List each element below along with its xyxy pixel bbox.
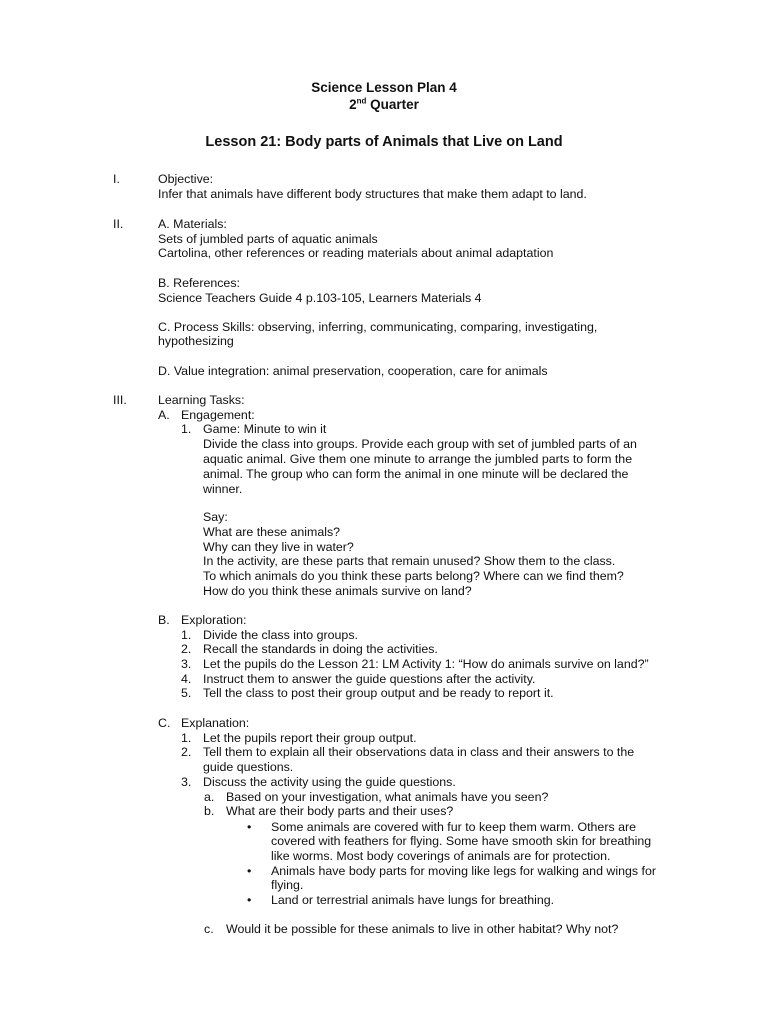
guide-question: What are their body parts and their uses? xyxy=(226,804,454,818)
guide-question-letter: a. xyxy=(204,790,215,804)
exploration-item-text: Tell the class to post their group output and be ready to report it. xyxy=(203,686,554,700)
say-question: Why can they live in water? xyxy=(203,540,354,554)
process-skills-line: C. Process Skills: observing, inferring, communicating, comparing, investigating, xyxy=(158,320,598,334)
bullet-text: like worms. Most body coverings of animals are for protection. xyxy=(271,849,611,863)
say-question: What are these animals? xyxy=(203,525,341,539)
engagement-label: Engagement: xyxy=(181,408,255,422)
materials-line: Sets of jumbled parts of aquatic animals xyxy=(158,232,378,246)
quarter-word: Quarter xyxy=(366,97,419,112)
section-number-3: III. xyxy=(113,393,127,407)
engagement-desc-line: winner. xyxy=(203,482,243,496)
guide-question-letter: c. xyxy=(204,922,214,936)
engagement-item-title: Game: Minute to win it xyxy=(203,422,327,436)
engagement-desc-line: animal. The group who can form the animal in one minute will be declared the xyxy=(203,467,629,481)
explanation-item-text: guide questions. xyxy=(203,760,294,774)
exploration-letter: B. xyxy=(158,613,170,627)
explanation-item-number: 2. xyxy=(181,745,192,759)
quarter-heading xyxy=(0,97,768,112)
exploration-item-text: Instruct them to answer the guide questions after the activity. xyxy=(203,672,536,686)
explanation-item-number: 1. xyxy=(181,731,192,745)
references-text: Science Teachers Guide 4 p.103-105, Learners Materials 4 xyxy=(158,291,482,305)
explanation-item-text: Let the pupils report their group output. xyxy=(203,731,417,745)
exploration-label: Exploration: xyxy=(181,613,247,627)
process-skills-line: hypothesizing xyxy=(158,334,234,348)
quarter-number: 2 xyxy=(349,97,357,112)
quarter-ordinal: nd xyxy=(356,96,367,106)
objective-label: Objective: xyxy=(158,172,214,186)
section-number-1: I. xyxy=(113,172,120,186)
say-question: How do you think these animals survive on land? xyxy=(203,584,472,598)
exploration-item-text: Divide the class into groups. xyxy=(203,628,358,642)
objective-text: Infer that animals have different body structures that make them adapt to land. xyxy=(158,187,587,201)
exploration-item-text: Let the pupils do the Lesson 21: LM Activity 1: “How do animals survive on land?” xyxy=(203,657,649,671)
exploration-item-number: 2. xyxy=(181,642,192,656)
exploration-item-number: 1. xyxy=(181,628,192,642)
bullet-marker xyxy=(247,864,251,879)
bullet-text: Animals have body parts for moving like legs for walking and wings for xyxy=(271,864,656,878)
explanation-label: Explanation: xyxy=(181,716,250,730)
bullet-marker xyxy=(247,893,251,908)
materials-label: A. Materials: xyxy=(158,217,227,231)
say-question: To which animals do you think these parts belong? Where can we find them? xyxy=(203,569,624,583)
engagement-desc-line: Divide the class into groups. Provide each group with set of jumbled parts of an xyxy=(203,437,637,451)
materials-line: Cartolina, other references or reading materials about animal adaptation xyxy=(158,246,554,260)
references-label: B. References: xyxy=(158,276,240,290)
guide-question-letter: b. xyxy=(204,804,215,818)
guide-question: Based on your investigation, what animals have you seen? xyxy=(226,790,549,804)
exploration-item-number: 5. xyxy=(181,686,192,700)
engagement-desc-line: aquatic animal. Give them one minute to arrange the jumbled parts to form the xyxy=(203,452,633,466)
guide-question: Would it be possible for these animals to live in other habitat? Why not? xyxy=(226,922,619,936)
exploration-item-number: 4. xyxy=(181,672,192,686)
explanation-item-text: Discuss the activity using the guide questions. xyxy=(203,775,456,789)
explanation-item-text: Tell them to explain all their observations data in class and their answers to the xyxy=(203,745,635,759)
explanation-item-number: 3. xyxy=(181,775,192,789)
bullet-text: Some animals are covered with fur to keep them warm. Others are xyxy=(271,820,636,834)
value-integration: D. Value integration: animal preservation, cooperation, care for animals xyxy=(158,364,548,378)
bullet-text: flying. xyxy=(271,878,304,892)
engagement-item-number: 1. xyxy=(181,422,192,436)
exploration-item-text: Recall the standards in doing the activities. xyxy=(203,642,438,656)
explanation-letter: C. xyxy=(158,716,171,730)
say-question: In the activity, are these parts that remain unused? Show them to the class. xyxy=(203,554,616,568)
bullet-marker xyxy=(247,820,251,835)
engagement-letter: A. xyxy=(158,408,170,422)
learning-tasks-label: Learning Tasks: xyxy=(158,393,245,407)
bullet-text: Land or terrestrial animals have lungs for breathing. xyxy=(271,893,555,907)
document-title: Science Lesson Plan 4 xyxy=(311,80,457,95)
section-number-2: II. xyxy=(113,217,124,231)
lesson-title: Lesson 21: Body parts of Animals that Live on Land xyxy=(205,134,563,150)
exploration-item-number: 3. xyxy=(181,657,192,671)
bullet-text: covered with feathers for flying. Some have smooth skin for breathing xyxy=(271,834,652,848)
say-label: Say: xyxy=(203,510,228,524)
